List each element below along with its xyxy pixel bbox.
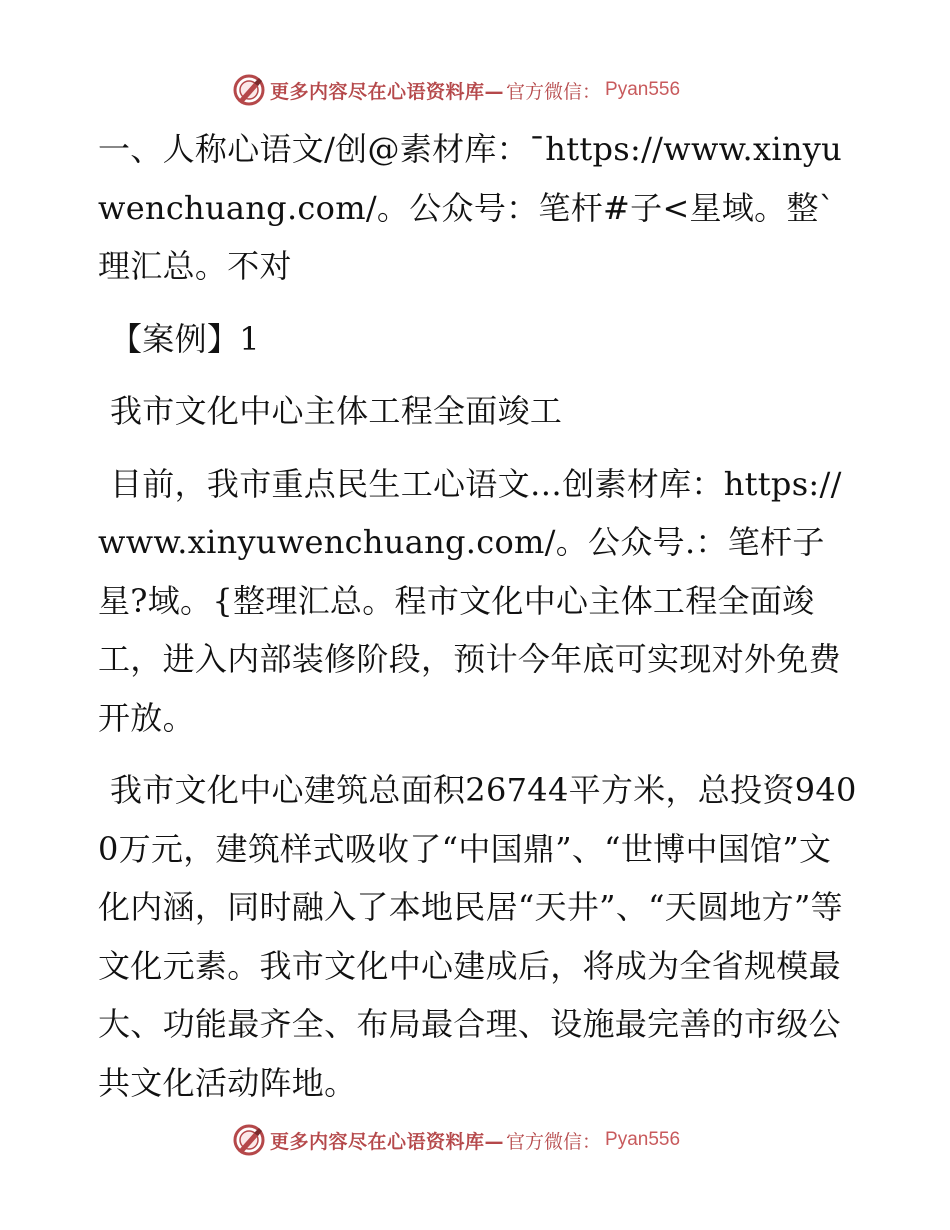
- footer-banner: [232, 1121, 680, 1159]
- body-paragraph-2: 我市文化中心建筑总面积26744平方米，总投资9400万元，建筑样式吸收了“中国鼎”、“世博中国馆”文化内涵，同时融入了本地民居“天井”、“天圆地方”等文化元素。我市文化中心建成后，将成为全省规模最大、功能最齐全、布局最合理、设施最完善的市级公共文化活动阵地。: [98, 771, 857, 1102]
- banner-wechat-label: 官方微信：: [506, 80, 602, 103]
- intro-paragraph: 一、人称心语文/创@素材库：¯https://www.xinyuwenchuang.com/。公众号：笔杆#子<星域。整ˋ理汇总。不对: [98, 130, 843, 285]
- document-body: [98, 120, 858, 1112]
- article-title: 我市文化中心主体工程全面竣工: [110, 392, 563, 430]
- pen-logo-icon: [232, 1123, 266, 1157]
- banner-slogan: 更多内容尽在心语资料库—: [270, 80, 505, 103]
- banner-wechat-id: Pyan556: [605, 1129, 681, 1150]
- banner-slogan: 更多内容尽在心语资料库—: [270, 1130, 505, 1153]
- banner-wechat-label: 官方微信：: [506, 1130, 602, 1153]
- case-label: 【案例】1: [110, 319, 260, 358]
- header-banner: [232, 71, 680, 109]
- pen-logo-icon: [232, 73, 266, 107]
- body-paragraph-1: 目前，我市重点民生工心语文…创素材库：https://www.xinyuwenchuang.com/。公众号.：笔杆子星?域。{整理汇总。程市文化中心主体工程全面竣工，进入内部装修阶段，预计今年底可实现对外免费开放。: [98, 464, 842, 737]
- banner-wechat-id: Pyan556: [605, 79, 681, 100]
